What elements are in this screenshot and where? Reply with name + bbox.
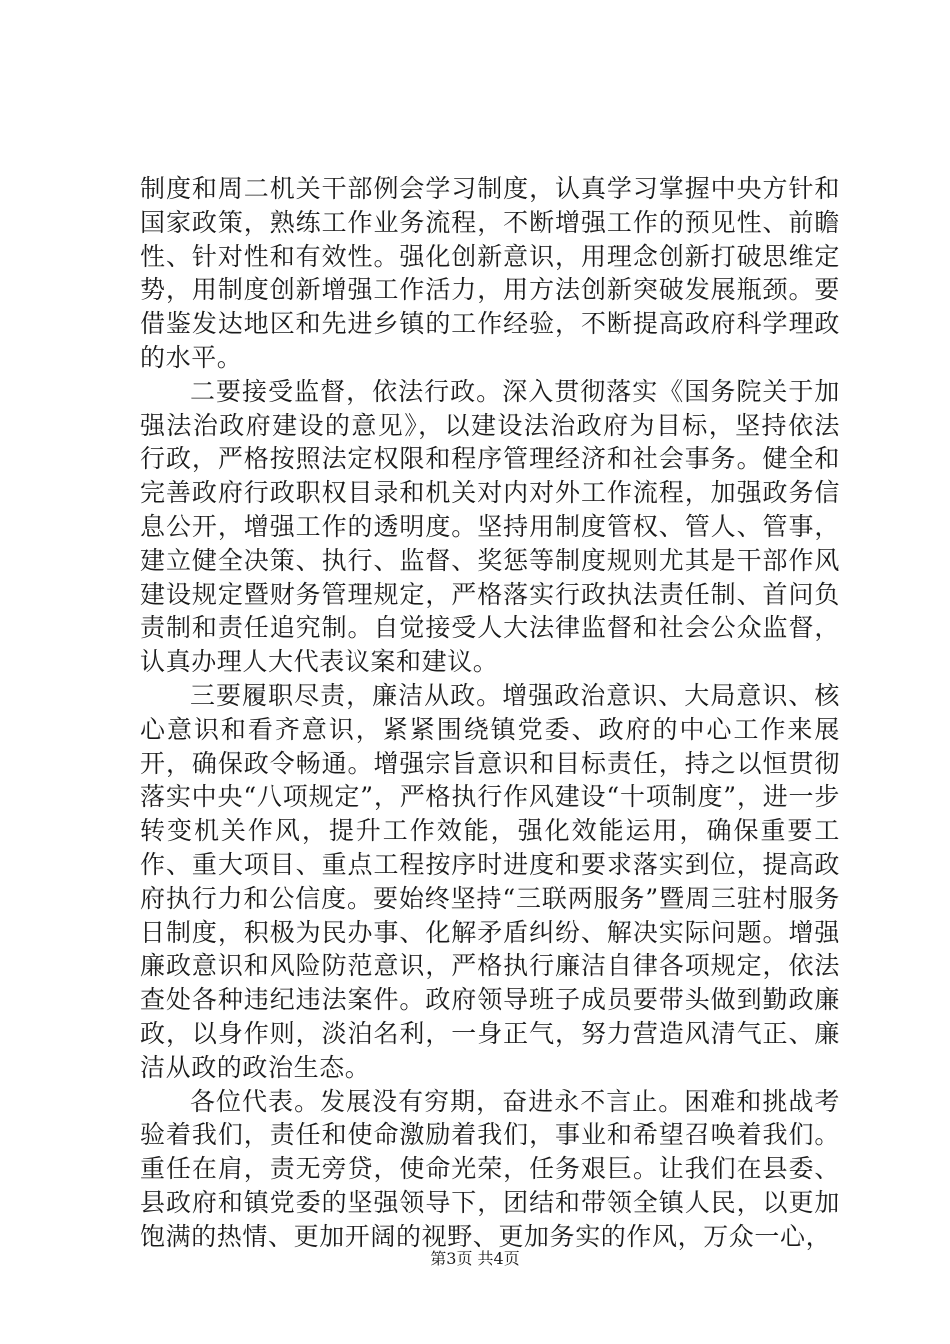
- paragraph-1: 制度和周二机关干部例会学习制度，认真学习掌握中央方针和国家政策，熟练工作业务流程，不断增强工作的预见性、前瞻性、针对性和有效性。强化创新意识，用理念创新打破思维定势，用制度创新增强工作活力，用方法创新突破发展瓶颈。要借鉴发达地区和先进乡镇的工作经验，不断提高政府科学理政的水平。: [140, 174, 840, 372]
- document-body: [140, 172, 840, 1254]
- paragraph-2: 二要接受监督，依法行政。深入贯彻落实《国务院关于加强法治政府建设的意见》，以建设法治政府为目标，坚持依法行政，严格按照法定权限和程序管理经济和社会事务。健全和完善政府行政职权目录和机关对内对外工作流程，加强政务信息公开，增强工作的透明度。坚持用制度管权、管人、管事，建立健全决策、执行、监督、奖惩等制度规则尤其是干部作风建设规定暨财务管理规定，严格落实行政执法责任制、首问负责制和责任追究制。自觉接受人大法律监督和社会公众监督，认真办理人大代表议案和建议。: [140, 376, 840, 677]
- page-footer: 第3页 共4页: [430, 1249, 520, 1268]
- paragraph-3: 三要履职尽责，廉洁从政。增强政治意识、大局意识、核心意识和看齐意识，紧紧围绕镇党委、政府的中心工作来展开，确保政令畅通。增强宗旨意识和目标责任，持之以恒贯彻落实中央“八项规定”，严格执行作风建设“十项制度”，进一步转变机关作风，提升工作效能，强化效能运用，确保重要工作、重大项目、重点工程按序时进度和要求落实到位，提高政府执行力和公信度。要始终坚持“三联两服务”暨周三驻村服务日制度，积极为民办事、化解矛盾纠纷、解决实际问题。增强廉政意识和风险防范意识，严格执行廉洁自律各项规定，依法查处各种违纪违法案件。政府领导班子成员要带头做到勤政廉政，以身作则，淡泊名利，一身正气，努力营造风清气正、廉洁从政的政治生态。: [140, 680, 840, 1082]
- paragraph-4: 各位代表。发展没有穷期，奋进永不言止。困难和挑战考验着我们，责任和使命激励着我们，事业和希望召唤着我们。重任在肩，责无旁贷，使命光荣，任务艰巨。让我们在县委、县政府和镇党委的坚强领导下，团结和带领全镇人民，以更加饱满的热情、更加开阔的视野、更加务实的作风，万众一心，: [140, 1086, 840, 1251]
